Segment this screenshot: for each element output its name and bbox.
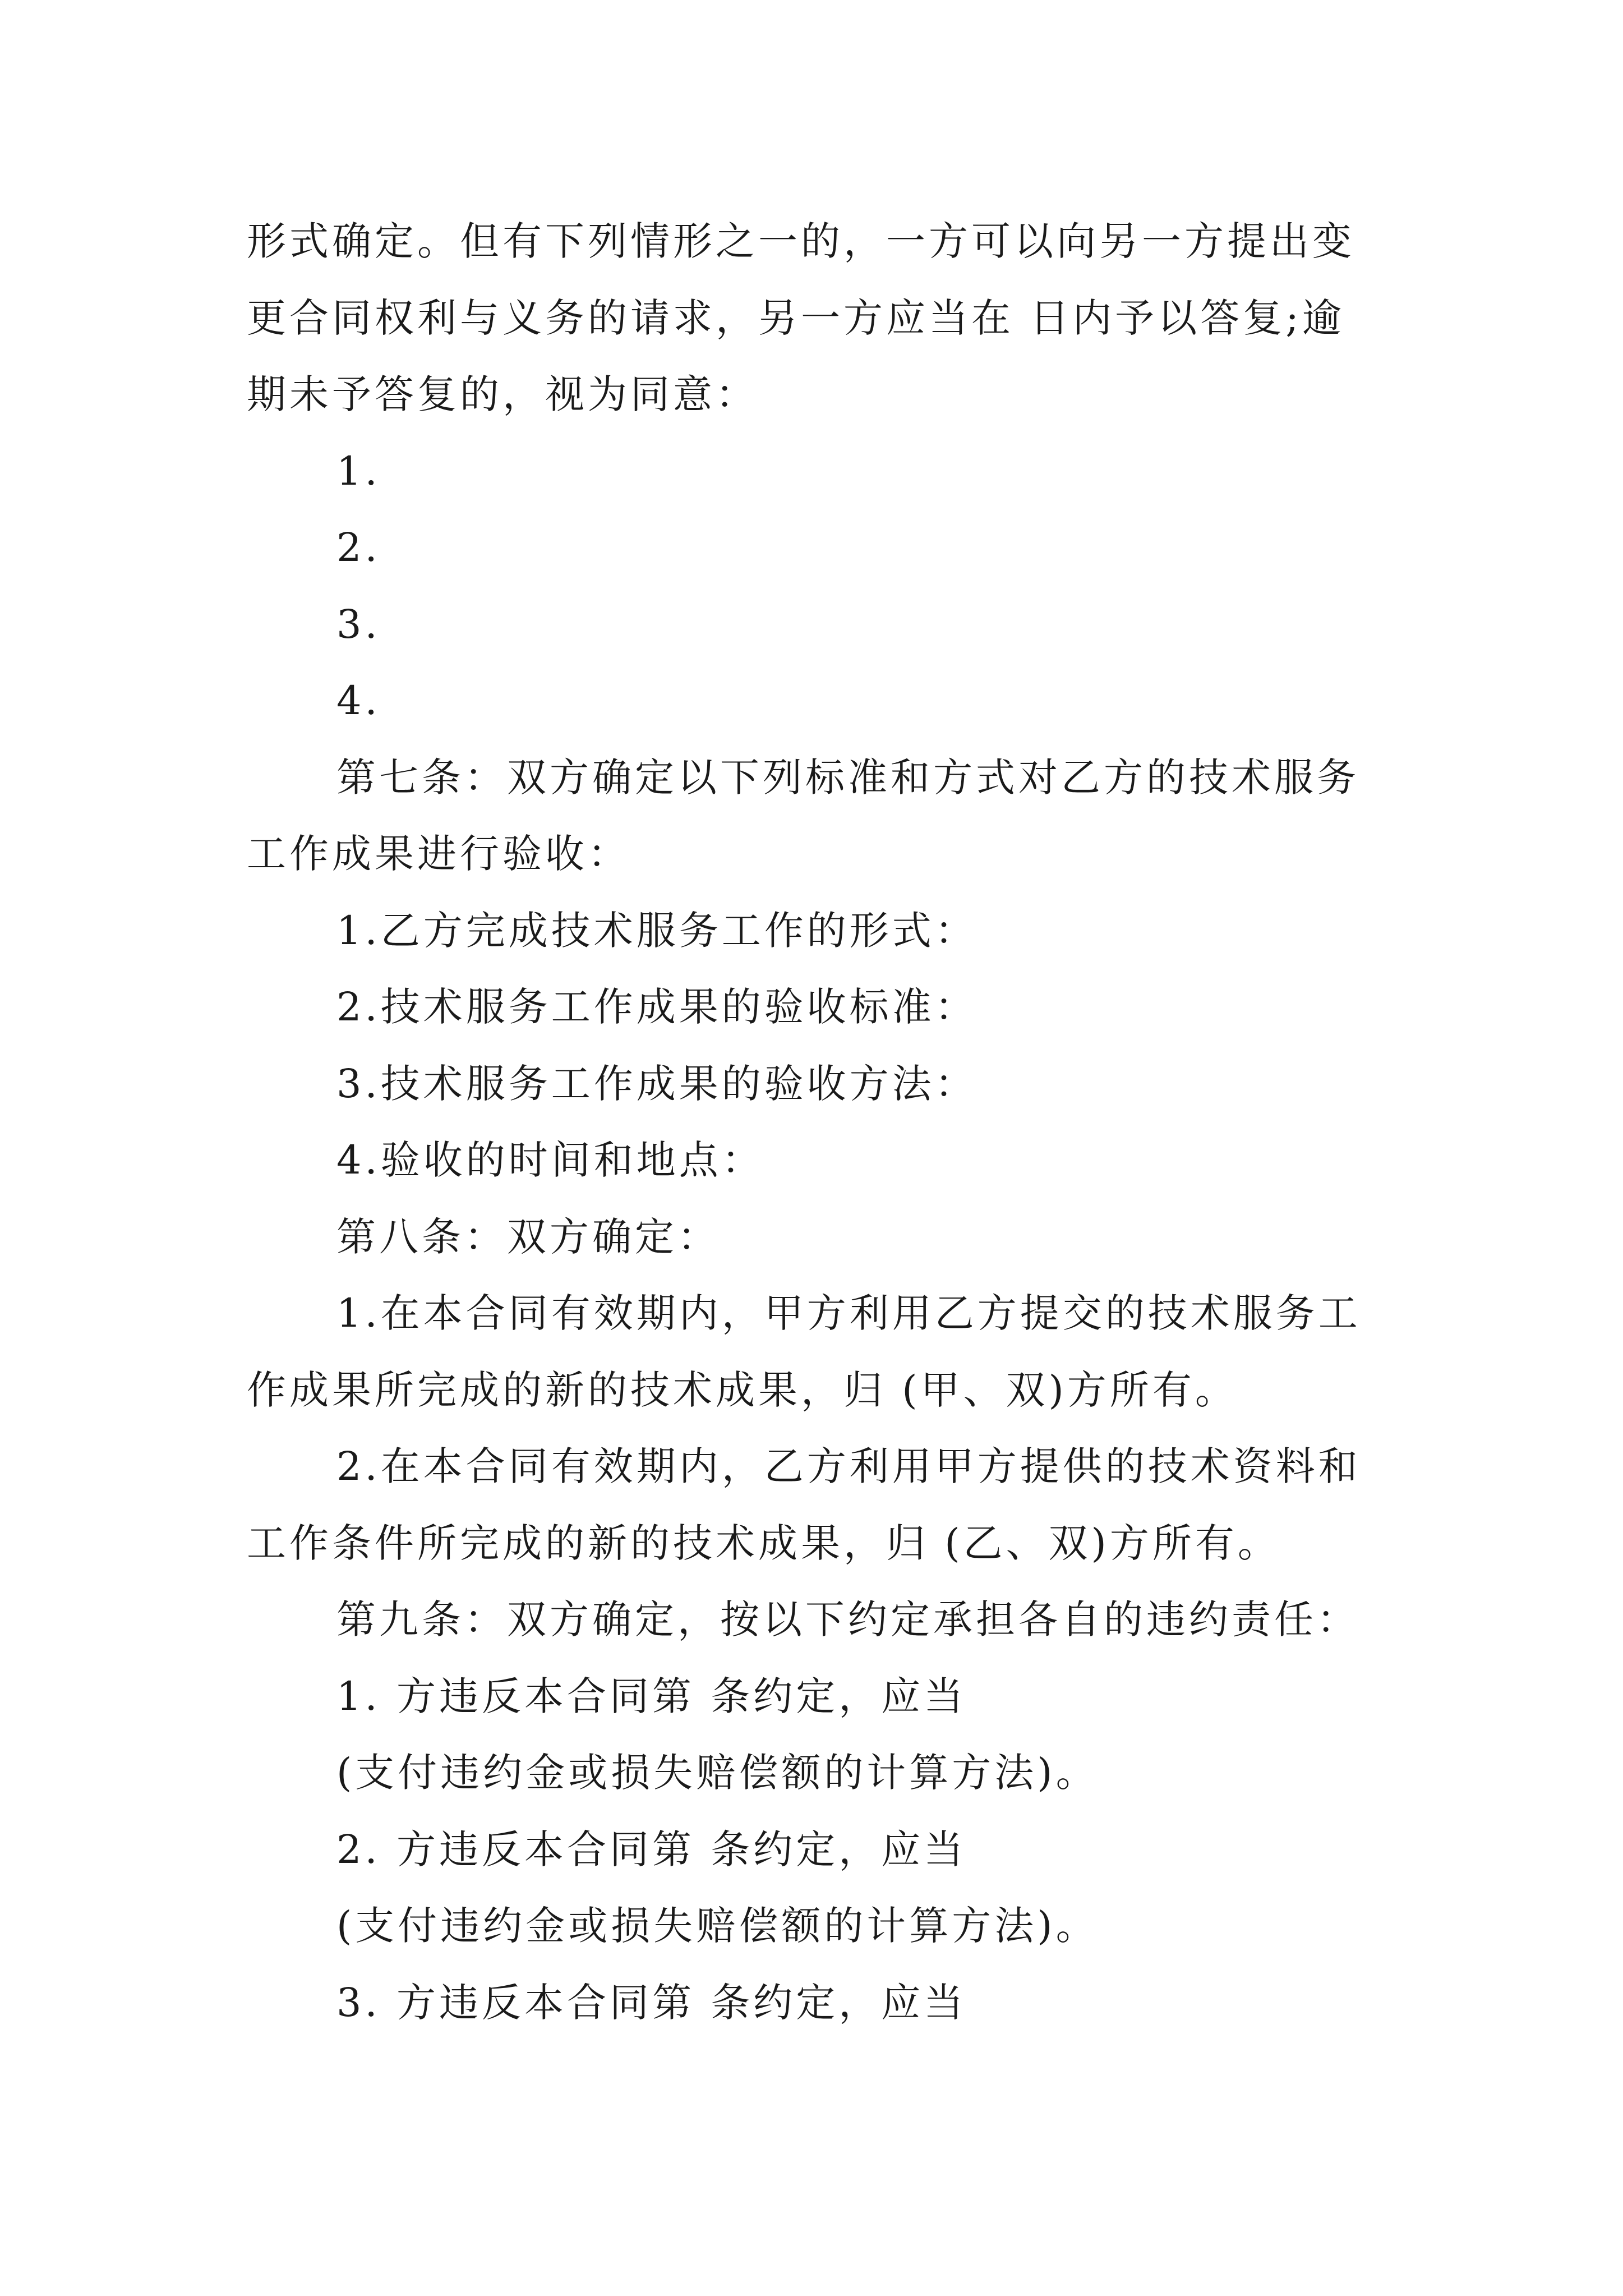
text-line: 工作成果进行验收： xyxy=(247,831,630,877)
text-line: 期未予答复的，视为同意： xyxy=(247,371,758,417)
list-item: 1. xyxy=(336,448,381,494)
text-line: 工作条件所完成的新的技术成果，归 (乙、双)方所有。 xyxy=(247,1520,1280,1566)
list-item: 1. 方违反本合同第 条约定，应当 xyxy=(336,1673,967,1719)
list-item: 3. 方违反本合同第 条约定，应当 xyxy=(336,1979,967,2026)
article-nine-heading: 第九条：双方确定，按以下约定承担各自的违约责任： xyxy=(336,1596,1359,1642)
text-line: 作成果所完成的新的技术成果，归 (甲、双)方所有。 xyxy=(247,1366,1238,1413)
text-line: 形式确定。但有下列情形之一的，一方可以向另一方提出变 xyxy=(247,218,1355,264)
list-item: 2.在本合同有效期内，乙方利用甲方提供的技术资料和 xyxy=(336,1443,1361,1489)
list-item: 1.乙方完成技术服务工作的形式： xyxy=(336,907,978,954)
list-item: 3.技术服务工作成果的验收方法： xyxy=(336,1060,978,1107)
text-line: 更合同权利与义务的请求，另一方应当在 日内予以答复;逾 xyxy=(247,295,1345,341)
article-seven-heading: 第七条：双方确定以下列标准和方式对乙方的技术服务 xyxy=(336,754,1359,800)
list-item: 2. xyxy=(336,524,381,570)
list-item: 4. xyxy=(336,678,381,724)
list-item: 2. 方违反本合同第 条约定，应当 xyxy=(336,1826,967,1872)
contract-text xyxy=(247,203,1391,2041)
list-item: 2.技术服务工作成果的验收标准： xyxy=(336,984,978,1030)
list-item: 1.在本合同有效期内，甲方利用乙方提交的技术服务工 xyxy=(336,1290,1361,1336)
list-item: 3. xyxy=(336,601,381,647)
list-item: 4.验收的时间和地点： xyxy=(336,1137,764,1183)
article-eight-heading: 第八条：双方确定： xyxy=(336,1213,720,1260)
text-line: (支付违约金或损失赔偿额的计算方法)。 xyxy=(336,1903,1099,1949)
text-line: (支付违约金或损失赔偿额的计算方法)。 xyxy=(336,1750,1099,1796)
